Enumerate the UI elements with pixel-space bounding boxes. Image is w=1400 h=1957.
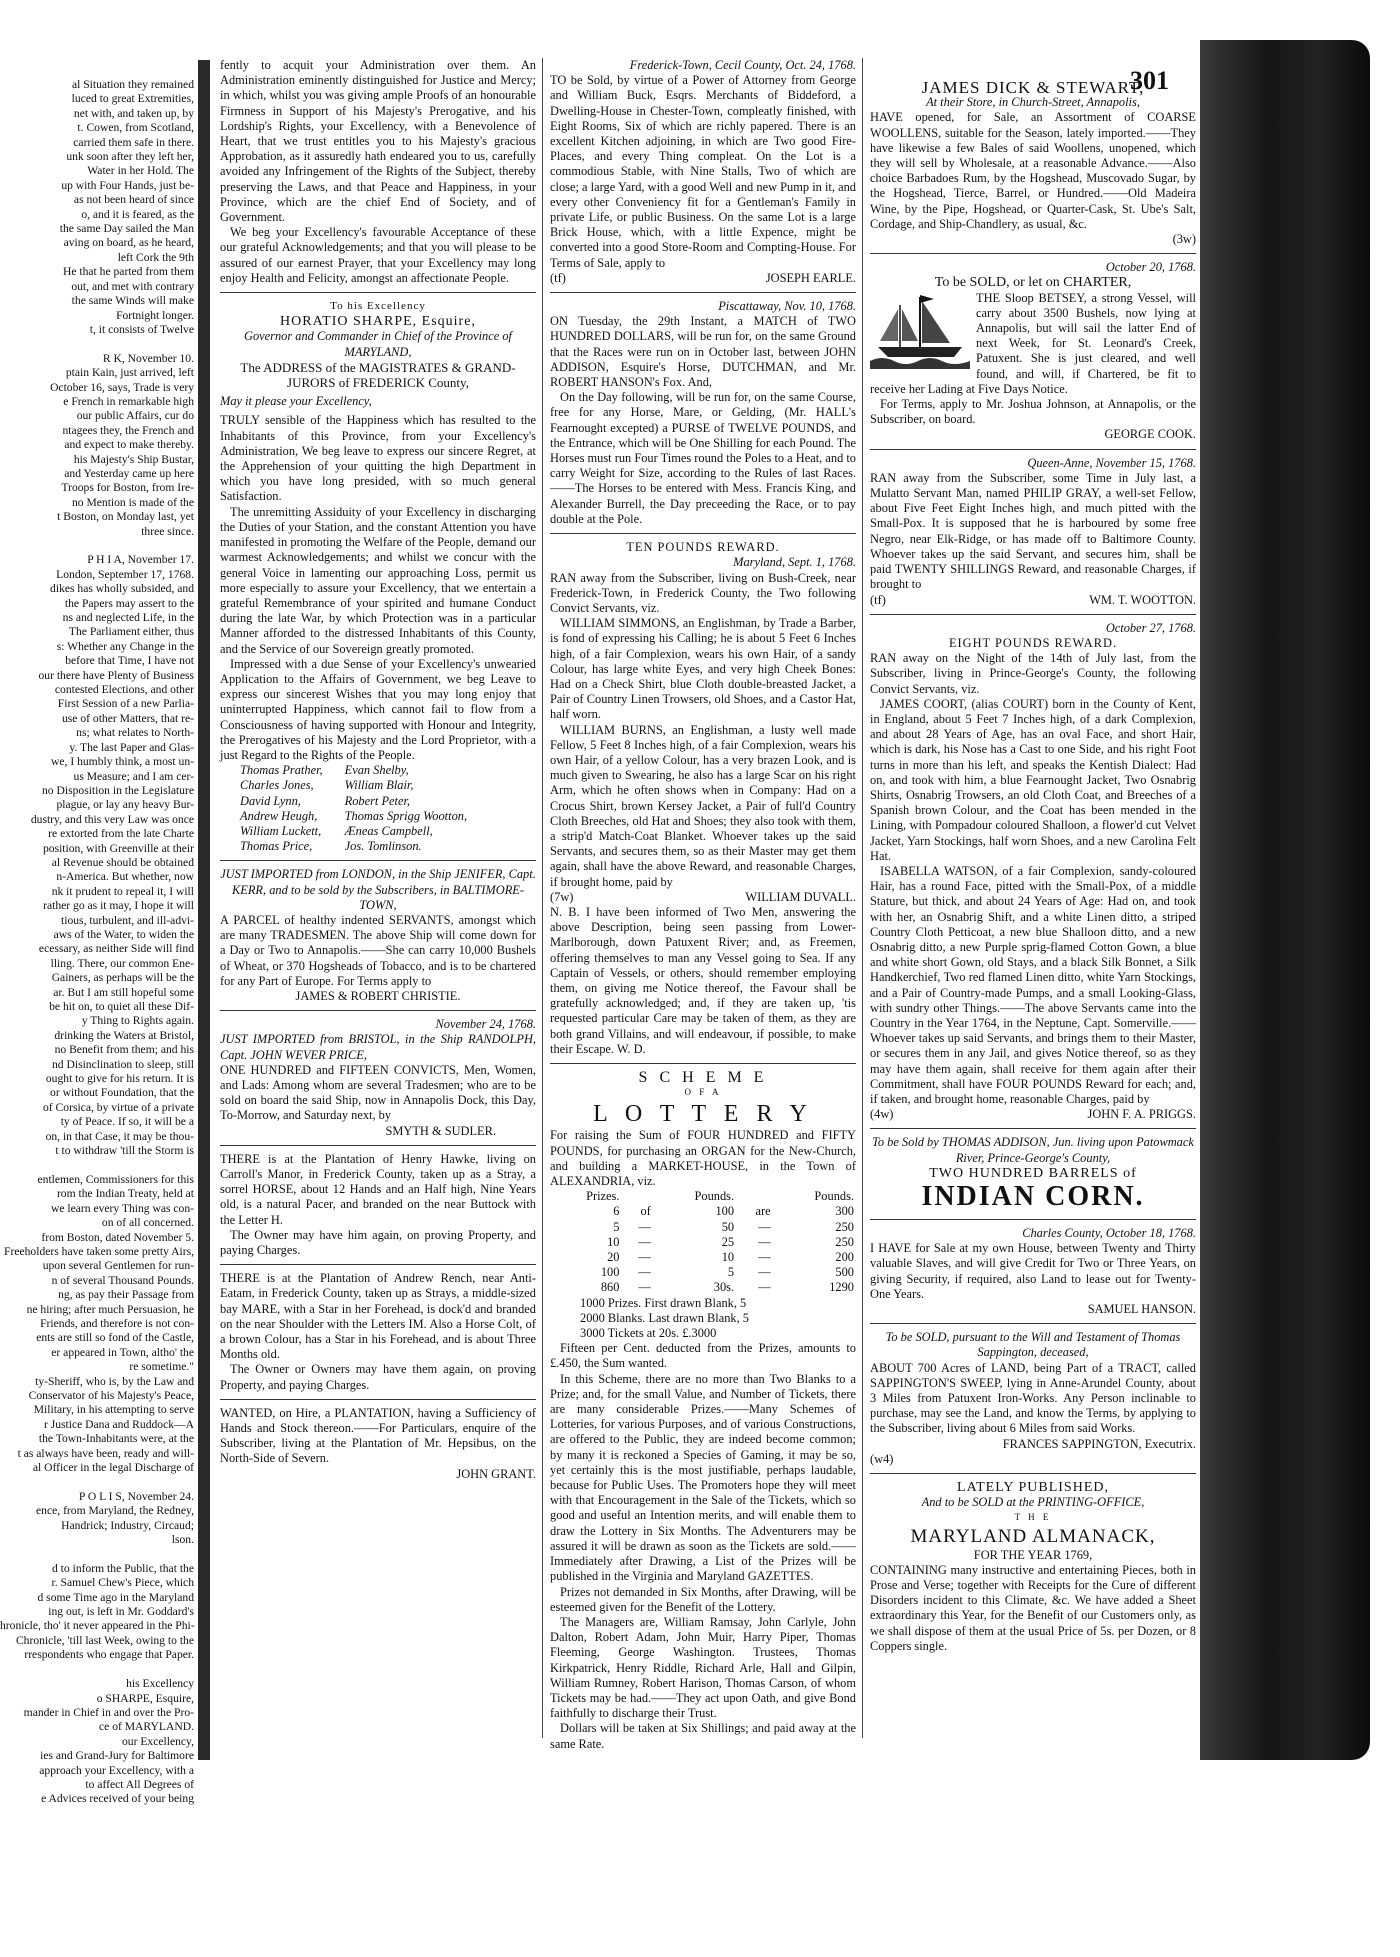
scheme-cell: 10 [607, 1234, 620, 1249]
ad-eight-tag: (4w) [870, 1107, 894, 1122]
page-number: 301 [1130, 66, 1169, 95]
left-page-line: unk soon after they left her, [66, 150, 194, 164]
left-page-line: no Disposition in the Legislature [42, 783, 194, 797]
left-page-line: or without Foundation, that the [50, 1086, 194, 1100]
left-page-line: aving on board, as he heard, [63, 236, 194, 250]
scheme-cell: 30s. [713, 1280, 735, 1295]
signers-right [345, 763, 467, 854]
ad-corn-head: To be Sold by THOMAS ADDISON, Jun. living upon Patowmack River, Prince-George's County, [872, 1135, 1194, 1165]
left-page-line: use of other Matters, that re- [62, 711, 194, 725]
left-page-line: Friends, and therefore is not con- [40, 1316, 194, 1330]
left-page-line: ty of Peace. If so, it will be a [60, 1115, 194, 1129]
scheme-para-1: In this Scheme, there are no more than Two Blanks to a Prize; and, for the small Value, and Number of Tickets, there are many considerable Prizes.——Many Schemes of Lotteries, for various Purposes, and of various Constructions, are offered to the Public, they are indeed become common; by many it is reckoned a Species of Gaming, it may be so, yet certainly this is the most justifiable, perhaps laudable, because for Public Uses. The Promoters hope they will meet with that Encouragement in the Sale of the Tickets, which so good and useful an Intention merits, and will enable them to draw the Lottery in Six Months. The Adventurers may be assured it will be drawn as soon as the Tickets are sold.——Immediately after Drawing, a List of the Prizes will be published in the Virginia and Maryland GAZETTES. [550, 1371, 856, 1584]
left-page-line: before that Time, I have not [65, 654, 194, 668]
left-page-line: approach your Excellency, with a [39, 1763, 194, 1777]
column-1 [220, 58, 536, 1482]
left-page-line: n-America. But whether, now [56, 870, 194, 884]
left-page-line: t. Cowen, from Scotland, [77, 121, 194, 135]
address-para-2: The unremitting Assiduity of your Excellency in discharging the Duties of your Station, and the constant Attention you have manifested in promoting the Welfare of the People, demand our warmest Acknowledgements; and whilst we concur with the general Voice in lamenting our approaching Loss, permit us more especially to assure your Excellency, that we entertain a grateful Remembrance of your spirited and humane Conduct during the late War, by which Protection was in a particular Manner afforded to the distressed Inhabitants of this County, and the Service of our Sovereign greatly promoted. [220, 504, 536, 656]
divider [550, 1063, 856, 1064]
address-closing: We beg your Excellency's favourable Acceptance of these our grateful Acknowledgements; and that you will please to be assured of our earnest Prayer, that your Excellency may long enjoy Health and Felicity, amongst an affectionate People. [220, 225, 536, 285]
left-page-line: n of several Thousand Pounds. [51, 1273, 194, 1287]
left-page-line: e Advices received of your being [41, 1792, 194, 1806]
ad-land-tag: (w4) [870, 1451, 894, 1466]
left-page-line: dikes has wholly subsided, and [50, 582, 194, 596]
address-para-1: TRULY sensible of the Happiness which has resulted to the Inhabitants of this Province, from your Excellency's Administration, We beg leave to express our sincere Regret, at the Apprehension of your quitting the high Department in which you have long presided, with so much general Satisfaction. [220, 413, 536, 504]
signer-name: William Blair, [344, 778, 414, 793]
ad-eight-footer [870, 1107, 1196, 1122]
ad-reward-body: RAN away from the Subscriber, living on Bush-Creek, near Frederick-Town, in Frederick County, the Two following Convict Servants, viz. [550, 570, 856, 615]
scheme-cell: 5 [727, 1265, 735, 1280]
left-page-line: luced to great Extremities, [71, 92, 194, 106]
left-page-line: Chronicle, 'till last Week, owing to the [15, 1633, 194, 1647]
ad-house-sig: JOSEPH EARLE. [765, 270, 856, 285]
divider [220, 1145, 536, 1146]
ad-reward-footer [550, 890, 856, 905]
scheme-table [550, 1189, 856, 1295]
left-page-line: First Session of a new Parlia- [57, 697, 194, 711]
ad-sloop-body-wrap [870, 291, 1196, 397]
left-page-line: ns; what relates to North- [76, 726, 194, 740]
column-rule [542, 58, 543, 1738]
left-page-line: out, and met with contrary [71, 279, 194, 293]
signer-name: Evan Shelby, [344, 763, 409, 778]
scheme-cell: 1290 [829, 1280, 854, 1295]
left-page-line: we learn every Thing was con- [50, 1201, 194, 1215]
book-binding [1200, 40, 1370, 1760]
scheme-cell: 250 [835, 1219, 854, 1234]
address-of: The ADDRESS of the MAGISTRATES & GRAND-JURORS of FREDERICK County, [240, 359, 516, 391]
divider [870, 253, 1196, 254]
left-page-line: t as always have been, ready and will- [17, 1446, 194, 1460]
left-page-line: Water in her Hold. The [87, 164, 194, 178]
scheme-row [550, 1235, 856, 1250]
address-para-3: Impressed with a due Sense of your Excellency's unwearied Application to the Affairs of Government, we beg Leave to express our sincerest Wishes that you may long enjoy that uninterrupted Happiness, which cannot fail to flow from a Consciousness of having supported with Honour and Integrity, the Prerogatives of his Majesty and the Lord Proprietor, with a just Regard to the Rights of the People. [220, 656, 536, 762]
left-page-line: rather go as it may, I hope it will [43, 899, 194, 913]
signer-name: Thomas Prather, [240, 763, 323, 778]
left-page-line: Military, in his attempting to serve [33, 1403, 194, 1417]
right-page [212, 58, 1202, 1758]
ad-convicts-head: JUST IMPORTED from BRISTOL, in the Ship RANDOLPH, Capt. JOHN WEVER PRICE, [220, 1032, 536, 1062]
left-page-line: R K, November 10. [102, 351, 194, 365]
ad-corn-sub: TWO HUNDRED BARRELS of [929, 1165, 1137, 1181]
left-page-line: ty-Sheriff, who is, by the Law and [35, 1374, 194, 1388]
ad-sloop-body: THE Sloop BETSEY, a strong Vessel, will carry about 3500 Bushels, now lying at Annapolis, but will sail the latter End of next Week, for St. Leonard's Creek, Patuxent. She is just cleared, and well found, and will, if Chartered, be fit to receive her Lading at Five Days Notice. [870, 290, 1196, 396]
ad-hanson-body: I HAVE for Sale at my own House, between Twenty and Thirty valuable Slaves, and will give Credit for Two or Three Years, on giving Security, if required, also Land to lease out for Twenty-One Years. [870, 1241, 1196, 1301]
left-page-line: t to withdraw 'till the Storm is [55, 1144, 194, 1158]
lottery-word: L O T T E R Y [593, 1101, 813, 1128]
left-page-line: October 16, says, Trade is very [50, 380, 194, 394]
ad-plantation: WANTED, on Hire, a PLANTATION, having a Sufficiency of Hands and Stock thereon.——For Particulars, enquire of the Subscriber, living at the Plantation of Mr. Hepsibus, on the North-Side of Severn. [220, 1405, 536, 1466]
left-page-line: the same Day sailed the Man [59, 222, 194, 236]
left-page-line: r. Samuel Chew's Piece, which [51, 1576, 194, 1590]
left-page-line: s: Whether any Change in the [56, 639, 194, 653]
left-page-line: ies and Grand-Jury for Baltimore [40, 1749, 194, 1763]
left-page-line: three since. [141, 524, 194, 538]
ad-house-tag: (tf) [550, 270, 566, 285]
left-page-line: upon several Gentlemen for run- [42, 1259, 194, 1273]
left-page-line: Freeholders have taken some pretty Airs, [4, 1244, 194, 1258]
scheme-row [550, 1265, 856, 1280]
scheme-cell: — [758, 1250, 771, 1265]
ad-land-body: ABOUT 700 Acres of LAND, being Part of a TRACT, called SAPPINGTON'S SWEEP, lying in Anne-Arundel County, about 3 Miles from Patuxent Iron-Works. Any Person inclinable to purchase, may see the Land, and know the Terms, by applying to the Subscriber, living about 6 Miles from said Works. [870, 1360, 1196, 1436]
left-page-line [0, 1547, 194, 1561]
scheme-table-body [550, 1204, 856, 1295]
left-page-line: P O L I S, November 24. [78, 1489, 194, 1503]
left-page-line: lling. There, our common Ene- [50, 956, 194, 970]
scheme-cell: 20 [607, 1250, 620, 1265]
ad-reward-head: TEN POUNDS REWARD. [626, 540, 780, 555]
left-page-line: the same Winds will make [71, 294, 194, 308]
ad-reward-nb: N. B. I have been informed of Two Men, answering the above Description, being seen passing from Lower-Marlborough, down Patuxent River; and, as Freemen, offering themselves to man any Vessel going to Sea. If any Captain of Vessels, or others, should remember employing them, on giving me Notice thereof, the Favour shall be gratefully acknowledged; and, if they are taken up, 'tis requested particular Care may be taken of them, as they are both grand Villains, and will endeavour, if possible, to make their Escape. W. D. [550, 904, 856, 1056]
scheme-cell: 100 [600, 1265, 620, 1280]
scheme-cell: — [758, 1265, 771, 1280]
divider [550, 533, 856, 534]
left-page-line: rrespondents who engage that Paper. [24, 1648, 194, 1662]
left-page-line: Conservator of his Majesty's Peace, [28, 1388, 194, 1402]
scheme-cell: — [638, 1219, 651, 1234]
scheme-header-cell: Pounds. [694, 1189, 735, 1204]
address-opening: fently to acquit your Administration over them. An Administration eminently distinguished for Justice and Mercy; in which, whilst you was giving ample Proofs of an honourable Firmness in Support of his Majesty's Prerogative, and his Lordship's Rights, your Excellency, with a Benevolence of Heart, that we trust entitles you to his Majesty's gracious Approbation, as it assuredly hath endeared you to us, carefully avoided any Infringement of the Rights of the Subject, thereby preserving the Laws, and that Peace and Happiness, in your Province, which are the chief End of Society, and of Government. [220, 58, 536, 225]
left-page-line: d to inform the Public, that the [51, 1561, 194, 1575]
ad-dick-sub: At their Store, in Church-Street, Annapolis, [926, 95, 1140, 110]
almanack-the: T H E [1014, 1512, 1052, 1523]
left-page-line: on of all concerned. [101, 1216, 194, 1230]
divider [870, 1219, 1196, 1220]
ad-gray-footer [870, 593, 1196, 608]
ad-house-footer [550, 271, 856, 286]
left-page-line: the Town-Inhabitants were, at the [38, 1432, 194, 1446]
scheme-cell: — [638, 1265, 651, 1280]
scheme-para-2: Prizes not demanded in Six Months, after Drawing, will be esteemed given for the Benefit of the Lottery. [550, 1584, 856, 1614]
left-page-line [0, 1158, 194, 1172]
ad-reward-date: Maryland, Sept. 1, 1768. [733, 555, 856, 570]
scheme-row [550, 1250, 856, 1265]
ad-christie-body: A PARCEL of healthy indented SERVANTS, amongst which are many TRADESMEN. The above Ship will come down for a Day or Two to Annapolis.——She can carry 10,000 Bushels of Wheat, or 370 Hogsheads of Tobacco, and is to be chartered for any Part of Europe. For Terms apply to [220, 912, 536, 988]
scheme-of: O F A [684, 1087, 722, 1098]
ad-sloop-sig: GEORGE COOK. [1104, 427, 1196, 442]
ad-stray-mare: THERE is at the Plantation of Andrew Rench, near Anti-Eatam, in Frederick County, taken up as Strays, a middle-sized bay MARE, with a Star in her Forehead, is dock'd and branded on the near Shoulder with the Letters IM. Also a Horse Colt, of a brown Colour, has a Star in his Forehead, and is about Three Months old. [220, 1271, 536, 1362]
ad-eight-sig: JOHN F. A. PRIGGS. [1087, 1107, 1196, 1122]
ad-reward-sig: WILLIAM DUVALL. [745, 889, 856, 904]
left-page-line: of Corsica, by virtue of a private [43, 1100, 194, 1114]
divider [220, 292, 536, 293]
salutation: May it please your Excellency, [220, 394, 372, 409]
left-page-line: ought to give for his return. It is [45, 1072, 194, 1086]
divider [870, 1128, 1196, 1129]
left-page-line: ng, as pay their Passage from [58, 1288, 194, 1302]
scheme-cell: — [758, 1234, 771, 1249]
scheme-cell: 860 [600, 1280, 620, 1295]
ad-convicts-body: ONE HUNDRED and FIFTEEN CONVICTS, Men, Women, and Lads: Among whom are several Tradesmen; who are to be sold on board the said Ship, now in Annapolis Dock, this Day, To-Morrow, and Saturday next, by [220, 1062, 536, 1123]
left-page-line: r Justice Dana and Ruddock—A [43, 1417, 194, 1431]
scheme-header-cell: Prizes. [586, 1189, 620, 1204]
scheme-row [550, 1204, 856, 1219]
ad-race-date: Piscattaway, Nov. 10, 1768. [718, 299, 856, 314]
ad-reward-burns: WILLIAM BURNS, an Englishman, a lusty well made Fellow, 5 Feet 8 Inches high, of a fair Complexion, wears his own Hair, of a yellow Colour, has a very brazen Look, and is much given to Swearing, he also has a large Scar on his right Arm, which he often shows when in Company: Had on a Crocus Shirt, brown Kersey Jacket, a Pair of full'd Country Cloth Breeches, old Hat and Shoes; they also took with them, a strip'd Match-Coat Blanket. Whoever takes up the said Servants, and secures them, so as their Master may get them again, shall have the above Reward, and reasonable Charges, if brought home, paid by [550, 722, 856, 889]
left-page-line [0, 539, 194, 553]
scheme-deduct: Fifteen per Cent. deducted from the Prizes, amounts to £.450, the Sum wanted. [550, 1341, 856, 1371]
gutter [198, 60, 210, 1760]
left-page-line: to affect All Degrees of [85, 1777, 194, 1791]
ad-sloop-date: October 20, 1768. [1105, 260, 1196, 275]
left-page-line: re sometime." [129, 1360, 194, 1374]
ad-reward-simmons: WILLIAM SIMMONS, an Englishman, by Trade a Barber, is fond of expressing his Calling; he is about 5 Feet 6 Inches high, of a fair Complexion, wears his own Hair, of a sandy Colour, has large white Eyes, and very high Cheek Bones: Had on a Check Shirt, blue Cloth double-breasted Jacket, a Pair of Country Linen Trowsers, old Shoes, and a Castor Hat, half worn. [550, 616, 856, 722]
scheme-cell: are [755, 1204, 771, 1219]
left-page-line: Gainers, as perhaps will be the [51, 971, 194, 985]
ad-dick-tag: (3w) [1172, 232, 1196, 247]
left-page-line: tious, turbulent, and ill-advi- [61, 913, 194, 927]
divider [220, 1399, 536, 1400]
address-name: HORATIO SHARPE, Esquire, [280, 314, 476, 330]
left-page-line: al Officer in the legal Discharge of [32, 1461, 194, 1474]
divider [550, 292, 856, 293]
left-page-line: ents are still so fond of the Castle, [36, 1331, 194, 1345]
left-page-text [0, 78, 200, 1807]
ad-dick-body: HAVE opened, for Sale, an Assortment of COARSE WOOLLENS, suitable for the Season, lately imported.——They have likewise a few Bales of said Woollens, unopened, which they will sell by Wholesale, at a reasonable Advance.——Also choice Barbadoes Rum, by the Hogshead, Muscovado Sugar, by the Hogshead, Tierce, Barrel, or Hundred.——Old Madeira Wine, by the Pipe, Hogshead, or Quarter-Cask, St. Ube's Salt, Cordage, and Ship-Chandlery, as usual, &c. [870, 110, 1196, 231]
ad-eight-body: RAN away on the Night of the 14th of July last, from the Subscriber, living in Prince-George's County, the following Convict Servants, viz. [870, 651, 1196, 696]
left-page-line: no Benefit from them; and his [54, 1043, 194, 1057]
left-page-line: e French in remarkable high [63, 394, 194, 408]
scheme-cell: 100 [715, 1204, 735, 1219]
scheme-row [550, 1280, 856, 1295]
ad-hanson-date: Charles County, October 18, 1768. [1022, 1226, 1196, 1241]
signer-name: Æneas Campbell, [344, 823, 433, 838]
left-page-line: from Boston, dated November 5. [41, 1230, 194, 1244]
column-3 [870, 58, 1196, 1654]
ad-sloop-terms: For Terms, apply to Mr. Joshua Johnson, at Annapolis, or the Subscriber, on board. [870, 397, 1196, 427]
signer-name: Thomas Price, [240, 839, 313, 854]
left-page-line: ns and neglected Life, in the [62, 611, 194, 625]
left-page-line: as not been heard of since [73, 193, 194, 207]
left-page-line: mander in Chief in and over the Pro- [23, 1705, 194, 1719]
scheme-cell: 50 [721, 1219, 735, 1234]
left-page-line: be hit on, to quiet all these Dif- [49, 1000, 194, 1013]
scheme-cell: — [638, 1250, 651, 1265]
left-page-line: ntagees they, the French and [62, 423, 194, 437]
ad-corn-big: INDIAN CORN. [921, 1181, 1145, 1213]
column-rule [862, 58, 863, 1738]
scheme-cell: 25 [721, 1234, 735, 1249]
signer-name: Jos. Tomlinson. [344, 839, 422, 854]
scheme-para-3: The Managers are, William Ramsay, John Carlyle, John Dalton, Robert Adam, John Muir, Harry Piper, Thomas Fleeming, George Washington. Trustees, Thomas Kirkpatrick, Henry Riddle, Richard Arle, Hall and Gilpin, William Rumney, Robert Harison, Thomas Carson, of whom Tickets may be had.——They act upon Oath, and give Bond faithfully to discharge their Trust. [550, 1614, 856, 1721]
scheme-cell: of [640, 1204, 651, 1219]
left-page-line: o SHARPE, Esquire, [96, 1691, 194, 1705]
scheme-cell: 250 [835, 1234, 854, 1249]
column-2 [550, 58, 856, 1752]
left-page-line: London, September 17, 1768. [56, 567, 194, 581]
signers [220, 763, 536, 854]
scheme-intro: For raising the Sum of FOUR HUNDRED and FIFTY POUNDS, for purchasing an ORGAN for the New-Church, and building a MARKET-HOUSE, in the Town of ALEXANDRIA, viz. [550, 1128, 856, 1189]
scheme-cell: 500 [835, 1265, 854, 1280]
ad-convicts-sig: SMYTH & SUDLER. [385, 1123, 496, 1138]
left-page-line: the Papers may assert to the [64, 596, 194, 610]
scheme-cell: 200 [835, 1250, 854, 1265]
ad-christie-sig: JAMES & ROBERT CHRISTIE. [295, 988, 461, 1003]
scheme-cell: 6 [613, 1204, 620, 1219]
ad-race-body: ON Tuesday, the 29th Instant, a MATCH of TWO HUNDRED DOLLARS, will be run for, on the same Ground that the Races were run on in October last, between JOHN ADDISON, Esquire's Horse, DUTCHMAN, and Mr. ROBERT HANSON's Fox. And, [550, 314, 856, 390]
scheme-table-header [550, 1189, 856, 1204]
signer-name: David Lynn, [240, 793, 301, 808]
scheme-last-drawn: 2000 Blanks. Last drawn Blank, 5 [580, 1310, 749, 1325]
left-page-line: his Majesty's Ship Bustar, [73, 452, 194, 466]
left-page-line: position, with Greenville at their [42, 841, 194, 855]
ad-hanson-sig: SAMUEL HANSON. [1087, 1302, 1196, 1317]
divider [870, 1323, 1196, 1324]
left-page-line: al Revenue should be obtained [51, 855, 194, 869]
almanack-year: FOR THE YEAR 1769, [973, 1547, 1093, 1562]
ad-eight-head: EIGHT POUNDS REWARD. [948, 635, 1118, 650]
left-page-line: rom the Indian Treaty, held at [56, 1187, 194, 1201]
scheme-cell: — [638, 1280, 651, 1295]
left-page-line: ence, from Maryland, the Redney, [36, 1504, 194, 1518]
ad-plantation-sig: JOHN GRANT. [456, 1466, 536, 1481]
ad-christie-head: JUST IMPORTED from LONDON, in the Ship JENIFER, Capt. KERR, and to be sold by the Subscribers, in BALTIMORE-TOWN, [220, 867, 536, 912]
address-to: To his Excellency [330, 300, 426, 313]
left-page-line: ing out, is left in Mr. Goddard's [48, 1605, 194, 1619]
left-page-line: t Boston, on Monday last, yet [57, 510, 194, 524]
ad-reward-tag: (7w) [550, 889, 574, 904]
divider [870, 614, 1196, 615]
left-page-line: re extorted from the late Charte [48, 827, 194, 841]
scheme-cell: — [758, 1280, 771, 1295]
ad-sloop-head: To be SOLD, or let on CHARTER, [934, 275, 1132, 291]
scheme-cell: 300 [835, 1204, 854, 1219]
left-page-line: up with Four Hands, just be- [61, 178, 194, 192]
ad-stray-mare-note: The Owner or Owners may have them again, on proving Property, and paying Charges. [220, 1362, 536, 1392]
left-page-line: plague, or lay any heavy Bur- [56, 798, 194, 812]
almanack-title: MARYLAND ALMANACK, [910, 1525, 1156, 1547]
left-page-line [0, 1475, 194, 1489]
left-page-line: ptain Kain, just arrived, left [65, 366, 194, 380]
left-page-line: ne hiring; after much Persuasion, he [26, 1302, 194, 1316]
left-page-line: Troops for Boston, from Ire- [61, 481, 194, 495]
ad-gray-date: Queen-Anne, November 15, 1768. [1027, 455, 1196, 470]
signer-name: Charles Jones, [240, 778, 314, 793]
almanack-head: LATELY PUBLISHED, [957, 1480, 1109, 1496]
scheme-para-4: Dollars will be taken at Six Shillings; and paid away at the same Rate. [550, 1721, 856, 1751]
ad-eight-watson: ISABELLA WATSON, of a fair Complexion, sandy-coloured Hair, has a round Face, pitted with the Small-Pox, of a middle Stature, but thick, and about 24 Years of Age: Had on, and took with her, an Osnabrig Shift, and a white Linen ditto, a striped Country Cloth Petticoat, a new blue Shalloon ditto, and a new Osnabrig ditto, a new Purple sprig-flamed Cotton Gown, a blue and white short Gown, old Stays, and a black Silk Bonnet, a Silk Handkerchief, Two red flamed Linen ditto, white Yarn Stockings, and a Pair of Country-made Pumps, and a small Looking-Glass, with sundry other Things.——The above Servants came into the Country in the Year 1764, in the Neptune, Capt. Somerville.——Whoever takes up said Servants, and brings them to their Master, or secures them in any Jail, and gives Notice thereof, so as they may have them again, shall receive for them again after their Commitment, shall have FOUR POUNDS Reward for each; and, if taken, and brought home, reasonable Charges, paid by [870, 863, 1196, 1106]
left-page-line: we, I humbly think, a most un- [51, 755, 194, 769]
left-page-line: P H I A, November 17. [87, 553, 194, 567]
scheme-tickets: 3000 Tickets at 20s. £.3000 [580, 1326, 717, 1341]
left-page-line: ce of MARYLAND. [99, 1720, 194, 1734]
ad-eight-coort: JAMES COORT, (alias COURT) born in the County of Kent, in England, about 5 Feet 7 Inches high, of a dark Complexion, and about 28 Years of Age, has an oval Face, and short Hair, which is dark, his Nose has a Cast to one Side, and his right Foot turns in more than his left, and speaks the Kentish Dialect: Had on, and took with him, a blue Fearnought Jacket, Two Osnabrig Shirts, Osnabrig Trowsers, an old Cloth Coat, and Breeches of a Spanish brown Colour, and the Coat has been mended in the Lining, with Pompadour coloured Shalloon, a flower'd cut Velvet Jacket, Yarn Stockings, half worn Shoes, and a new Carolina Felt Hat. [870, 696, 1196, 863]
divider [870, 449, 1196, 450]
left-page-line: carried them safe in there. [73, 135, 194, 149]
left-page-line: hronicle, tho' it never appeared in the Phi- [0, 1619, 195, 1633]
left-page-line: our Excellency, [122, 1734, 194, 1748]
left-page-edge [0, 78, 200, 1806]
left-page-line: y Thing to Rights again. [81, 1014, 194, 1028]
scheme-cell: — [638, 1234, 651, 1249]
signer-name: Thomas Sprigg Wootton, [344, 808, 468, 823]
left-page-line: entlemen, Commissioners for this [37, 1172, 194, 1186]
ad-land-sig: FRANCES SAPPINGTON, Executrix. [1002, 1436, 1196, 1451]
ad-dick-head: JAMES DICK & STEWART, [921, 78, 1145, 97]
left-page-line: us Measure; and I am cer- [73, 769, 194, 783]
almanack-sub: And to be SOLD at the PRINTING-OFFICE, [921, 1495, 1145, 1510]
left-page-line: Handrick; Industry, Circaud; [61, 1518, 194, 1532]
left-page-line: his Excellency [126, 1677, 194, 1691]
left-page-line: ar. But I am still hopeful some [53, 985, 194, 999]
left-page-line: and Yesterday came up here [64, 466, 194, 480]
scheme-row [550, 1220, 856, 1235]
left-page-line [0, 1663, 194, 1677]
ad-land-head: To be SOLD, pursuant to the Will and Testament of Thomas Sappington, deceased, [885, 1330, 1181, 1360]
ad-house-body: TO be Sold, by virtue of a Power of Attorney from George and William Buck, Esqrs. Merchants of Biddeford, a Dwelling-House in Chester-Town, compleatly finished, with Eight Rooms, Six of which are richly papered. There is an excellent Kitchen adjoining, in which are Two good Fire-Places, and every Thing compleat. On the Lot is a commodious Stable, with Nine Stalls, Two of which are close; a large Yard, with a good Well and new Pump in it, and every other Conveniency fit for a Gentleman's Family in private Life, or public Business. On the same Lot is a large Brick House, which, with a little Expence, might be converted into a good Store-Room and Compting-House. For Terms of Sale, apply to [550, 73, 856, 270]
scheme-cell: 5 [613, 1219, 620, 1234]
left-page-line: nd Disinclination to sleep, still [51, 1057, 194, 1071]
signer-name: Robert Peter, [344, 793, 411, 808]
scheme-header-cell: Pounds. [814, 1189, 854, 1204]
left-page-line: d some Time ago in the Maryland [37, 1590, 194, 1604]
left-page-line: o, and it is feared, as the [81, 207, 194, 221]
scheme-header-cell [621, 1189, 652, 1204]
left-page-line: He that he parted from them [62, 265, 194, 279]
almanack-body: CONTAINING many instructive and entertaining Pieces, both in Prose and Verse; together with Receipts for the Cure of different Disorders incident to this Climate, &c. We have added a Sheet extraordinary this Year, for the Benefit of our Customers only, as we shall dispose of them at the usual Price of 5s. per Dozen, or 8 Coppers single. [870, 1562, 1196, 1653]
signer-name: Andrew Heugh, [240, 808, 318, 823]
left-page-line: dustry, and this very Law was once [30, 812, 194, 826]
scheme-header-cell [736, 1189, 773, 1204]
ad-stray-horse-note: The Owner may have him again, on proving Property, and paying Charges. [220, 1227, 536, 1258]
left-page-line: Fortnight longer. [116, 308, 194, 322]
ad-convicts-date: November 24, 1768. [435, 1017, 536, 1032]
scheme-first-drawn: 1000 Prizes. First drawn Blank, 5 [580, 1295, 747, 1310]
left-page-line: lson. [171, 1533, 194, 1547]
left-page-line: left Cork the 9th [117, 250, 194, 264]
left-page-line: drinking the Waters at Bristol, [54, 1028, 194, 1042]
left-page-line: al Situation they remained [71, 78, 194, 91]
left-page-line: t, it consists of Twelve [89, 322, 194, 336]
signer-name: William Luckett, [240, 823, 322, 838]
scheme-word: S C H E M E [638, 1069, 768, 1086]
signers-left [240, 763, 323, 854]
left-page-line: no Mention is made of the [71, 495, 194, 509]
address-title: Governor and Commander in Chief of the Province of MARYLAND, [244, 329, 512, 359]
left-page-line: and expect to make thereby. [64, 438, 194, 452]
left-page-line: ecessary, as neither Side will find [38, 942, 194, 956]
ad-eight-date: October 27, 1768. [1105, 620, 1196, 635]
left-page-line: er appeared in Town, altho' the [51, 1345, 194, 1359]
left-page-line: aws of the Water, to widen the [53, 927, 194, 941]
divider [870, 1473, 1196, 1474]
left-page-line: our there have Plenty of Business [38, 668, 194, 682]
left-page-line: contested Elections, and other [54, 683, 194, 697]
left-page-line: net with, and taken up, by [73, 106, 194, 120]
left-page-line: The Parliament either, thus [68, 625, 194, 639]
ad-stray-horse: THERE is at the Plantation of Henry Hawke, living on Carroll's Manor, in Frederick County, taken up as a Stray, a sorrel HORSE, about 12 Hands and an Half high, Nine Years old, is a natural Pacer, and branded on the near Buttock with the Letter H. [220, 1151, 536, 1227]
scheme-cell: 10 [721, 1250, 735, 1265]
ad-race-body-2: On the Day following, will be run for, on the same Course, free for any Horse, Mare, or Gelding, (Mr. HALL's Fearnought excepted) a PURSE of TWELVE POUNDS, and the Entrance, which will be One Shilling for each Pound. The Horses must run Four Times round the Poles to a Heat, and to carry Weight for Size, according to the Rules of last Races.——The Horses to be entered with Mess. Francis King, and Alexander Burrell, the Day preceeding the Race, or to pay double at the Pole. [550, 390, 856, 526]
divider [220, 1264, 536, 1265]
ad-gray-body: RAN away from the Subscriber, some Time in July last, a Mulatto Servant Man, named PHILIP GRAY, a well-set Fellow, about Five Feet Eight Inches high, and much pitted with the Small-Pox. It is supposed that he is harboured by some free Negro, near Elk-Ridge, or has made off to Baltimore County. Whoever takes up the said Servant, and secures him, shall be paid TWENTY SHILLINGS Reward, and reasonable Charges, if brought to [870, 470, 1196, 592]
left-page-line: our public Affairs, cur do [76, 409, 194, 423]
left-page-line: y. The last Paper and Glas- [69, 740, 194, 754]
left-page-line: nk it prudent to repeal it, I will [51, 884, 194, 898]
left-page-line: on, in that Case, it may be thou- [45, 1129, 194, 1143]
scheme-cell: — [758, 1219, 771, 1234]
left-page-line [0, 337, 194, 351]
ad-gray-tag: (tf) [870, 592, 886, 607]
ad-gray-sig: WM. T. WOOTTON. [1089, 592, 1196, 607]
divider [220, 860, 536, 861]
ad-house-date: Frederick-Town, Cecil County, Oct. 24, 1768. [629, 58, 856, 72]
divider [220, 1010, 536, 1011]
ship-woodcut-icon [870, 291, 970, 369]
